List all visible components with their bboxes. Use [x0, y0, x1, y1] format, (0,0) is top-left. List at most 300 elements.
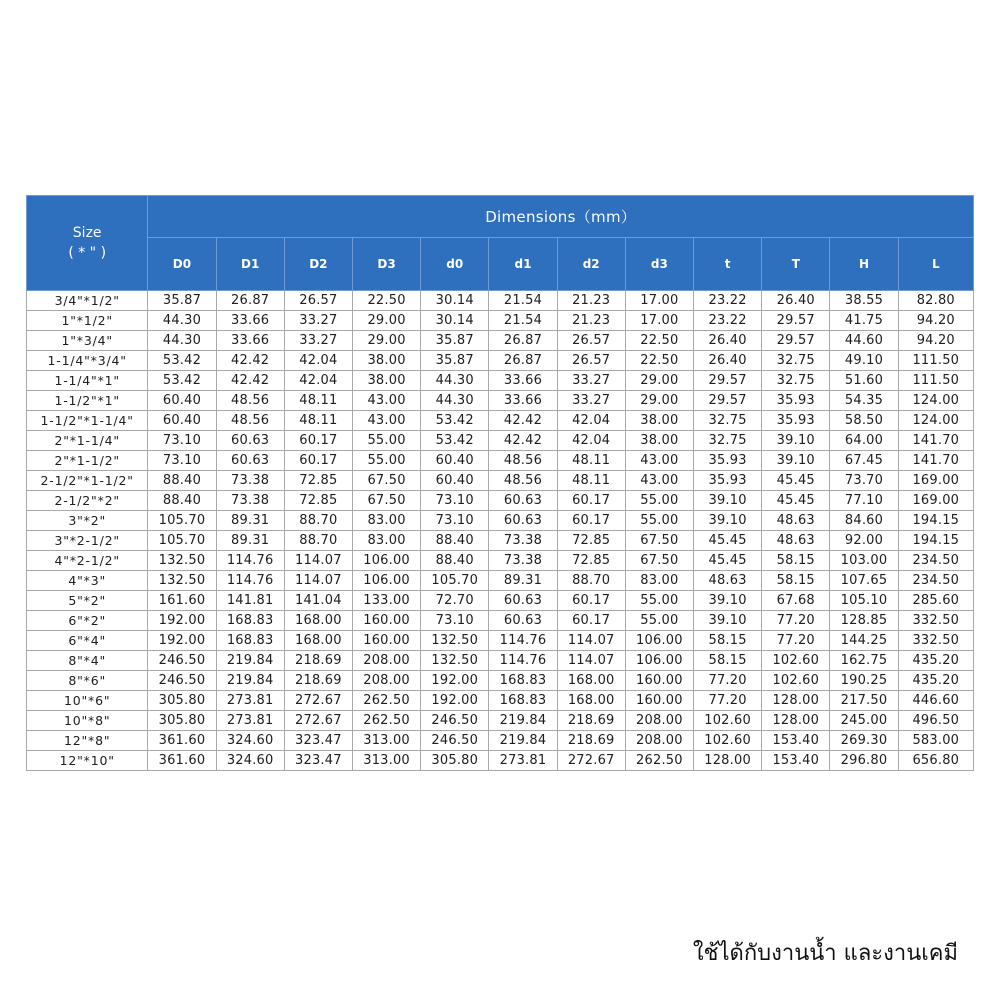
size-cell: 2"*1-1/4": [27, 431, 148, 451]
table-cell: 60.63: [489, 611, 557, 631]
table-cell: 44.30: [148, 311, 216, 331]
table-cell: 218.69: [557, 731, 625, 751]
table-cell: 208.00: [625, 731, 693, 751]
table-row: [27, 291, 974, 311]
table-cell: 262.50: [625, 751, 693, 771]
dimensions-table: [26, 195, 974, 771]
table-cell: 168.00: [557, 691, 625, 711]
size-cell: 3"*2-1/2": [27, 531, 148, 551]
table-row: [27, 751, 974, 771]
table-cell: 132.50: [421, 651, 489, 671]
table-cell: 141.70: [898, 451, 973, 471]
table-cell: 29.00: [625, 371, 693, 391]
table-cell: 168.00: [557, 671, 625, 691]
table-cell: 160.00: [352, 631, 420, 651]
table-cell: 106.00: [352, 551, 420, 571]
table-row: [27, 471, 974, 491]
table-cell: 29.00: [625, 391, 693, 411]
table-cell: 33.27: [284, 311, 352, 331]
table-cell: 55.00: [352, 451, 420, 471]
table-cell: 219.84: [216, 651, 284, 671]
table-cell: 153.40: [762, 731, 830, 751]
table-cell: 60.17: [557, 611, 625, 631]
table-cell: 26.40: [693, 351, 761, 371]
table-cell: 26.87: [489, 351, 557, 371]
table-row: [27, 331, 974, 351]
table-cell: 22.50: [625, 331, 693, 351]
size-cell: 3"*2": [27, 511, 148, 531]
table-cell: 246.50: [148, 671, 216, 691]
table-cell: 26.57: [557, 331, 625, 351]
table-cell: 88.40: [148, 471, 216, 491]
table-cell: 42.04: [557, 431, 625, 451]
table-cell: 33.66: [489, 391, 557, 411]
table-cell: 58.15: [762, 571, 830, 591]
table-cell: 38.00: [352, 351, 420, 371]
table-row: [27, 411, 974, 431]
table-cell: 35.87: [421, 351, 489, 371]
table-row: [27, 531, 974, 551]
table-cell: 35.93: [693, 451, 761, 471]
table-cell: 262.50: [352, 711, 420, 731]
table-cell: 332.50: [898, 631, 973, 651]
table-cell: 38.00: [625, 431, 693, 451]
table-cell: 273.81: [216, 691, 284, 711]
table-cell: 128.00: [762, 691, 830, 711]
column-header: D2: [284, 238, 352, 291]
table-cell: 168.83: [216, 631, 284, 651]
column-header: d2: [557, 238, 625, 291]
table-cell: 35.93: [693, 471, 761, 491]
size-cell: 1-1/2"*1": [27, 391, 148, 411]
table-cell: 361.60: [148, 751, 216, 771]
table-cell: 162.75: [830, 651, 898, 671]
table-cell: 60.63: [489, 591, 557, 611]
table-cell: 60.63: [489, 511, 557, 531]
table-cell: 29.57: [693, 371, 761, 391]
size-cell: 8"*6": [27, 671, 148, 691]
table-cell: 446.60: [898, 691, 973, 711]
table-cell: 88.70: [284, 511, 352, 531]
table-cell: 361.60: [148, 731, 216, 751]
table-cell: 33.66: [216, 311, 284, 331]
table-cell: 67.50: [352, 471, 420, 491]
table-cell: 128.85: [830, 611, 898, 631]
table-row: [27, 371, 974, 391]
table-cell: 144.25: [830, 631, 898, 651]
table-cell: 30.14: [421, 311, 489, 331]
table-cell: 114.07: [284, 551, 352, 571]
size-cell: 1-1/2"*1-1/4": [27, 411, 148, 431]
table-cell: 73.10: [148, 431, 216, 451]
table-cell: 29.00: [352, 331, 420, 351]
table-cell: 32.75: [693, 431, 761, 451]
column-header: D1: [216, 238, 284, 291]
table-cell: 45.45: [693, 551, 761, 571]
table-cell: 194.15: [898, 531, 973, 551]
table-cell: 208.00: [352, 671, 420, 691]
table-cell: 60.63: [489, 491, 557, 511]
table-row: [27, 731, 974, 751]
size-cell: 12"*10": [27, 751, 148, 771]
table-cell: 192.00: [148, 611, 216, 631]
table-cell: 323.47: [284, 751, 352, 771]
table-cell: 92.00: [830, 531, 898, 551]
table-cell: 21.54: [489, 311, 557, 331]
table-cell: 39.10: [693, 491, 761, 511]
table-cell: 106.00: [352, 571, 420, 591]
table-cell: 72.85: [557, 531, 625, 551]
table-cell: 272.67: [557, 751, 625, 771]
table-cell: 272.67: [284, 711, 352, 731]
table-cell: 73.38: [489, 551, 557, 571]
table-cell: 58.15: [693, 651, 761, 671]
table-cell: 44.60: [830, 331, 898, 351]
table-cell: 124.00: [898, 411, 973, 431]
table-cell: 73.10: [148, 451, 216, 471]
table-cell: 77.20: [693, 671, 761, 691]
table-cell: 217.50: [830, 691, 898, 711]
table-cell: 17.00: [625, 311, 693, 331]
table-cell: 32.75: [762, 351, 830, 371]
table-cell: 111.50: [898, 351, 973, 371]
table-cell: 168.83: [489, 671, 557, 691]
table-row: [27, 571, 974, 591]
table-cell: 53.42: [148, 351, 216, 371]
table-cell: 39.10: [762, 431, 830, 451]
size-cell: 1-1/4"*1": [27, 371, 148, 391]
table-cell: 22.50: [352, 291, 420, 311]
table-cell: 26.87: [489, 331, 557, 351]
table-cell: 55.00: [352, 431, 420, 451]
table-row: [27, 311, 974, 331]
table-cell: 43.00: [352, 411, 420, 431]
table-cell: 133.00: [352, 591, 420, 611]
table-cell: 67.50: [625, 531, 693, 551]
table-cell: 55.00: [625, 591, 693, 611]
table-row: [27, 631, 974, 651]
table-cell: 45.45: [762, 491, 830, 511]
table-cell: 88.70: [557, 571, 625, 591]
table-cell: 82.80: [898, 291, 973, 311]
table-cell: 67.50: [352, 491, 420, 511]
table-cell: 33.66: [216, 331, 284, 351]
table-cell: 60.40: [421, 451, 489, 471]
table-cell: 141.70: [898, 431, 973, 451]
table-cell: 323.47: [284, 731, 352, 751]
table-cell: 30.14: [421, 291, 489, 311]
table-cell: 583.00: [898, 731, 973, 751]
table-cell: 435.20: [898, 671, 973, 691]
table-cell: 219.84: [216, 671, 284, 691]
table-cell: 58.15: [693, 631, 761, 651]
table-row: [27, 671, 974, 691]
table-cell: 105.10: [830, 591, 898, 611]
table-cell: 39.10: [693, 591, 761, 611]
table-cell: 72.85: [557, 551, 625, 571]
table-cell: 21.54: [489, 291, 557, 311]
table-cell: 273.81: [489, 751, 557, 771]
table-cell: 114.76: [216, 551, 284, 571]
table-cell: 60.17: [557, 591, 625, 611]
table-cell: 53.42: [148, 371, 216, 391]
table-cell: 77.10: [830, 491, 898, 511]
table-cell: 48.56: [216, 411, 284, 431]
size-cell: 12"*8": [27, 731, 148, 751]
table-body: [27, 291, 974, 771]
table-cell: 114.76: [216, 571, 284, 591]
table-cell: 72.70: [421, 591, 489, 611]
table-cell: 26.40: [693, 331, 761, 351]
size-cell: 6"*2": [27, 611, 148, 631]
size-cell: 1-1/4"*3/4": [27, 351, 148, 371]
table-cell: 72.85: [284, 471, 352, 491]
table-cell: 48.56: [216, 391, 284, 411]
table-cell: 22.50: [625, 351, 693, 371]
table-cell: 102.60: [762, 651, 830, 671]
table-cell: 32.75: [762, 371, 830, 391]
table-cell: 105.70: [148, 511, 216, 531]
table-cell: 84.60: [830, 511, 898, 531]
column-header: D3: [352, 238, 420, 291]
table-cell: 44.30: [421, 391, 489, 411]
size-cell: 6"*4": [27, 631, 148, 651]
table-cell: 48.11: [557, 451, 625, 471]
table-cell: 168.00: [284, 631, 352, 651]
table-cell: 41.75: [830, 311, 898, 331]
table-cell: 38.00: [625, 411, 693, 431]
table-cell: 45.45: [693, 531, 761, 551]
table-cell: 60.40: [421, 471, 489, 491]
table-cell: 246.50: [421, 731, 489, 751]
table-cell: 169.00: [898, 471, 973, 491]
table-row: [27, 611, 974, 631]
table-cell: 111.50: [898, 371, 973, 391]
table-cell: 60.17: [557, 511, 625, 531]
size-cell: 2-1/2"*2": [27, 491, 148, 511]
table-cell: 23.22: [693, 311, 761, 331]
table-cell: 305.80: [148, 711, 216, 731]
table-cell: 89.31: [489, 571, 557, 591]
table-cell: 83.00: [625, 571, 693, 591]
table-cell: 33.27: [557, 371, 625, 391]
table-cell: 114.07: [557, 651, 625, 671]
table-cell: 38.55: [830, 291, 898, 311]
table-cell: 114.07: [284, 571, 352, 591]
size-cell: 1"*1/2": [27, 311, 148, 331]
size-cell: 10"*8": [27, 711, 148, 731]
table-cell: 141.81: [216, 591, 284, 611]
table-cell: 132.50: [148, 571, 216, 591]
table-cell: 33.27: [284, 331, 352, 351]
table-cell: 102.60: [693, 711, 761, 731]
table-cell: 105.70: [148, 531, 216, 551]
table-cell: 29.57: [762, 331, 830, 351]
size-cell: 4"*2-1/2": [27, 551, 148, 571]
table-cell: 48.63: [693, 571, 761, 591]
table-cell: 105.70: [421, 571, 489, 591]
table-cell: 48.63: [762, 511, 830, 531]
table-cell: 42.42: [489, 411, 557, 431]
size-cell: 10"*6": [27, 691, 148, 711]
table-cell: 29.57: [762, 311, 830, 331]
table-cell: 26.57: [557, 351, 625, 371]
table-cell: 58.50: [830, 411, 898, 431]
table-cell: 23.22: [693, 291, 761, 311]
table-cell: 272.67: [284, 691, 352, 711]
table-cell: 77.20: [762, 631, 830, 651]
size-cell: 3/4"*1/2": [27, 291, 148, 311]
table-cell: 208.00: [352, 651, 420, 671]
table-cell: 194.15: [898, 511, 973, 531]
table-cell: 48.11: [284, 391, 352, 411]
table-cell: 234.50: [898, 551, 973, 571]
table-cell: 54.35: [830, 391, 898, 411]
usage-note: ใช้ได้กับงานน้ำ และงานเคมี: [692, 941, 958, 966]
table-cell: 35.93: [762, 391, 830, 411]
table-cell: 128.00: [762, 711, 830, 731]
table-row: [27, 511, 974, 531]
size-cell: 4"*3": [27, 571, 148, 591]
table-cell: 161.60: [148, 591, 216, 611]
table-cell: 83.00: [352, 511, 420, 531]
table-cell: 160.00: [625, 691, 693, 711]
table-cell: 21.23: [557, 291, 625, 311]
table-cell: 218.69: [284, 651, 352, 671]
table-cell: 296.80: [830, 751, 898, 771]
table-cell: 246.50: [148, 651, 216, 671]
table-cell: 17.00: [625, 291, 693, 311]
table-cell: 73.10: [421, 611, 489, 631]
table-cell: 32.75: [693, 411, 761, 431]
table-cell: 55.00: [625, 611, 693, 631]
table-cell: 73.10: [421, 491, 489, 511]
table-cell: 39.10: [693, 511, 761, 531]
table-cell: 42.42: [489, 431, 557, 451]
table-cell: 192.00: [421, 691, 489, 711]
table-cell: 72.85: [284, 491, 352, 511]
table-cell: 33.66: [489, 371, 557, 391]
table-cell: 21.23: [557, 311, 625, 331]
table-cell: 43.00: [625, 471, 693, 491]
table-cell: 332.50: [898, 611, 973, 631]
table-cell: 94.20: [898, 311, 973, 331]
table-cell: 67.50: [625, 551, 693, 571]
table-cell: 88.40: [421, 551, 489, 571]
table-cell: 77.20: [762, 611, 830, 631]
table-cell: 42.42: [216, 351, 284, 371]
table-cell: 219.84: [489, 731, 557, 751]
size-header: [27, 196, 148, 291]
table-cell: 44.30: [421, 371, 489, 391]
table-cell: 60.17: [557, 491, 625, 511]
table-cell: 77.20: [693, 691, 761, 711]
table-cell: 324.60: [216, 751, 284, 771]
table-cell: 324.60: [216, 731, 284, 751]
table-cell: 64.00: [830, 431, 898, 451]
table-cell: 262.50: [352, 691, 420, 711]
table-cell: 55.00: [625, 491, 693, 511]
table-cell: 73.38: [216, 471, 284, 491]
table-cell: 48.11: [557, 471, 625, 491]
table-cell: 73.38: [216, 491, 284, 511]
table-row: [27, 651, 974, 671]
table-cell: 29.57: [693, 391, 761, 411]
table-cell: 103.00: [830, 551, 898, 571]
table-cell: 48.11: [284, 411, 352, 431]
table-cell: 153.40: [762, 751, 830, 771]
table-cell: 42.04: [284, 351, 352, 371]
table-row: [27, 451, 974, 471]
table-cell: 48.63: [762, 531, 830, 551]
table-cell: 132.50: [148, 551, 216, 571]
table-cell: 106.00: [625, 631, 693, 651]
table-cell: 33.27: [557, 391, 625, 411]
table-cell: 313.00: [352, 751, 420, 771]
table-cell: 169.00: [898, 491, 973, 511]
table-cell: 60.63: [216, 451, 284, 471]
table-cell: 53.42: [421, 411, 489, 431]
table-row: [27, 691, 974, 711]
table-cell: 26.57: [284, 291, 352, 311]
table-cell: 168.00: [284, 611, 352, 631]
table-cell: 128.00: [693, 751, 761, 771]
column-header: d0: [421, 238, 489, 291]
table-cell: 49.10: [830, 351, 898, 371]
table-cell: 42.04: [284, 371, 352, 391]
table-cell: 88.40: [148, 491, 216, 511]
size-cell: 1"*3/4": [27, 331, 148, 351]
size-cell: 5"*2": [27, 591, 148, 611]
table-cell: 29.00: [352, 311, 420, 331]
table-cell: 245.00: [830, 711, 898, 731]
table-cell: 73.10: [421, 511, 489, 531]
table-cell: 43.00: [352, 391, 420, 411]
table-cell: 106.00: [625, 651, 693, 671]
table-cell: 313.00: [352, 731, 420, 751]
column-header: t: [693, 238, 761, 291]
table-cell: 190.25: [830, 671, 898, 691]
table-cell: 192.00: [421, 671, 489, 691]
table-cell: 58.15: [762, 551, 830, 571]
table-cell: 305.80: [148, 691, 216, 711]
table-cell: 107.65: [830, 571, 898, 591]
table-cell: 114.07: [557, 631, 625, 651]
table-cell: 42.04: [557, 411, 625, 431]
table-cell: 55.00: [625, 511, 693, 531]
table-cell: 89.31: [216, 511, 284, 531]
table-cell: 73.38: [489, 531, 557, 551]
table-cell: 219.84: [489, 711, 557, 731]
table-cell: 48.56: [489, 451, 557, 471]
table-cell: 44.30: [148, 331, 216, 351]
table-cell: 60.63: [216, 431, 284, 451]
dimensions-header: Dimensions（mm）: [148, 196, 974, 238]
table-cell: 42.42: [216, 371, 284, 391]
table-cell: 141.04: [284, 591, 352, 611]
column-header-row: [27, 238, 974, 291]
table-cell: 124.00: [898, 391, 973, 411]
table-cell: 53.42: [421, 431, 489, 451]
table-cell: 26.40: [762, 291, 830, 311]
column-header: d1: [489, 238, 557, 291]
size-cell: 2"*1-1/2": [27, 451, 148, 471]
table-row: [27, 351, 974, 371]
table-cell: 218.69: [557, 711, 625, 731]
table-cell: 35.93: [762, 411, 830, 431]
table-cell: 102.60: [693, 731, 761, 751]
size-unit-label: ( * " ): [68, 245, 107, 261]
